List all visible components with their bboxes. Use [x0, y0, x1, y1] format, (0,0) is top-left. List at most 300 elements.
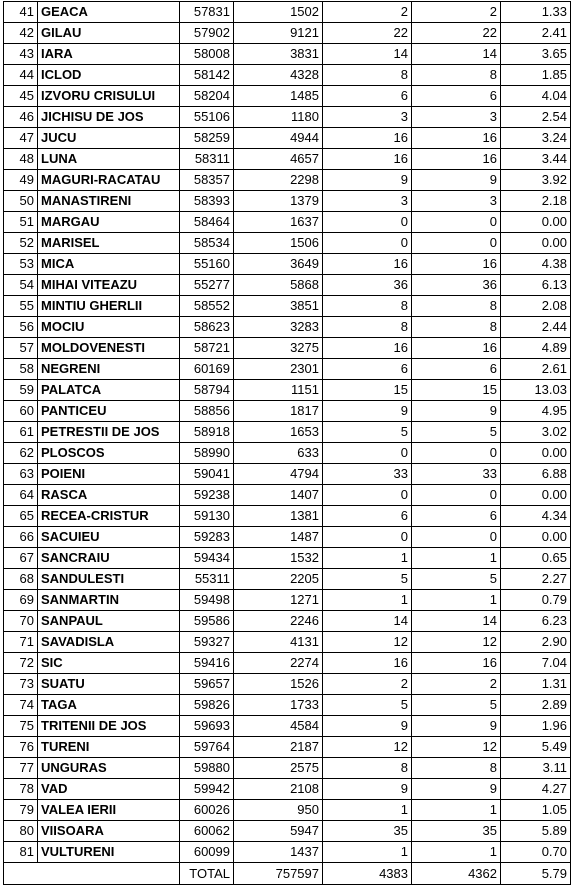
population: 1485	[234, 86, 323, 107]
row-number: 42	[4, 23, 38, 44]
percent: 5.49	[501, 737, 571, 758]
population: 2274	[234, 653, 323, 674]
row-number: 81	[4, 842, 38, 863]
row-number: 70	[4, 611, 38, 632]
count-b: 8	[412, 758, 501, 779]
row-number: 72	[4, 653, 38, 674]
count-b: 1	[412, 800, 501, 821]
locality-code: 59498	[180, 590, 234, 611]
locality-code: 58357	[180, 170, 234, 191]
locality-name: SUATU	[38, 674, 180, 695]
total-label: TOTAL	[180, 863, 234, 885]
count-b: 9	[412, 170, 501, 191]
locality-name: TRITENII DE JOS	[38, 716, 180, 737]
percent: 6.23	[501, 611, 571, 632]
table-row	[4, 800, 571, 821]
locality-name: MAGURI-RACATAU	[38, 170, 180, 191]
count-a: 33	[323, 464, 412, 485]
locality-name: IZVORU CRISULUI	[38, 86, 180, 107]
percent: 1.31	[501, 674, 571, 695]
count-b: 6	[412, 359, 501, 380]
count-a: 8	[323, 65, 412, 86]
percent: 4.95	[501, 401, 571, 422]
percent: 3.92	[501, 170, 571, 191]
row-number: 78	[4, 779, 38, 800]
count-a: 16	[323, 338, 412, 359]
table-row	[4, 422, 571, 443]
table-row	[4, 779, 571, 800]
count-b: 0	[412, 212, 501, 233]
count-a: 6	[323, 86, 412, 107]
count-b: 14	[412, 611, 501, 632]
count-a: 15	[323, 380, 412, 401]
table-row	[4, 758, 571, 779]
row-number: 44	[4, 65, 38, 86]
row-number: 56	[4, 317, 38, 338]
locality-name: PLOSCOS	[38, 443, 180, 464]
locality-name: SANMARTIN	[38, 590, 180, 611]
count-a: 9	[323, 170, 412, 191]
row-number: 79	[4, 800, 38, 821]
row-number: 49	[4, 170, 38, 191]
row-number: 80	[4, 821, 38, 842]
table-row	[4, 380, 571, 401]
count-a: 9	[323, 716, 412, 737]
population: 2187	[234, 737, 323, 758]
locality-name: GEACA	[38, 2, 180, 23]
locality-code: 59434	[180, 548, 234, 569]
population: 5947	[234, 821, 323, 842]
locality-code: 60026	[180, 800, 234, 821]
table-row	[4, 548, 571, 569]
table-row	[4, 107, 571, 128]
table-row	[4, 569, 571, 590]
row-number: 73	[4, 674, 38, 695]
locality-name: MIHAI VITEAZU	[38, 275, 180, 296]
table-row	[4, 590, 571, 611]
count-b: 2	[412, 2, 501, 23]
percent: 1.33	[501, 2, 571, 23]
count-b: 0	[412, 233, 501, 254]
count-b: 14	[412, 44, 501, 65]
locality-name: MARGAU	[38, 212, 180, 233]
locality-name: MANASTIRENI	[38, 191, 180, 212]
table-row	[4, 674, 571, 695]
percent: 3.24	[501, 128, 571, 149]
count-b: 16	[412, 653, 501, 674]
count-a: 8	[323, 758, 412, 779]
population: 1817	[234, 401, 323, 422]
locality-code: 59238	[180, 485, 234, 506]
locality-name: TAGA	[38, 695, 180, 716]
count-a: 6	[323, 506, 412, 527]
percent: 2.44	[501, 317, 571, 338]
locality-name: IARA	[38, 44, 180, 65]
count-b: 8	[412, 65, 501, 86]
count-a: 8	[323, 296, 412, 317]
locality-name: SANDULESTI	[38, 569, 180, 590]
table-row	[4, 212, 571, 233]
locality-name: JUCU	[38, 128, 180, 149]
count-b: 9	[412, 779, 501, 800]
locality-code: 59327	[180, 632, 234, 653]
row-number: 64	[4, 485, 38, 506]
population: 633	[234, 443, 323, 464]
percent: 4.34	[501, 506, 571, 527]
population: 1653	[234, 422, 323, 443]
population: 1407	[234, 485, 323, 506]
locality-name: VAD	[38, 779, 180, 800]
count-b: 0	[412, 485, 501, 506]
locality-name: MOLDOVENESTI	[38, 338, 180, 359]
row-number: 47	[4, 128, 38, 149]
total-col-b: 4362	[412, 863, 501, 885]
row-number: 76	[4, 737, 38, 758]
locality-code: 59586	[180, 611, 234, 632]
count-a: 3	[323, 107, 412, 128]
population: 1487	[234, 527, 323, 548]
count-b: 1	[412, 590, 501, 611]
table-row	[4, 506, 571, 527]
population: 1379	[234, 191, 323, 212]
percent: 2.18	[501, 191, 571, 212]
population: 1180	[234, 107, 323, 128]
table-row	[4, 485, 571, 506]
population: 2246	[234, 611, 323, 632]
percent: 4.27	[501, 779, 571, 800]
locality-name: SACUIEU	[38, 527, 180, 548]
row-number: 59	[4, 380, 38, 401]
population: 4794	[234, 464, 323, 485]
population: 1437	[234, 842, 323, 863]
locality-name: MOCIU	[38, 317, 180, 338]
population: 2205	[234, 569, 323, 590]
row-number: 75	[4, 716, 38, 737]
locality-name: PANTICEU	[38, 401, 180, 422]
total-population: 757597	[234, 863, 323, 885]
row-number: 58	[4, 359, 38, 380]
row-number: 41	[4, 2, 38, 23]
percent: 2.27	[501, 569, 571, 590]
count-b: 9	[412, 716, 501, 737]
percent: 0.00	[501, 485, 571, 506]
total-col-a: 4383	[323, 863, 412, 885]
count-a: 8	[323, 317, 412, 338]
population: 950	[234, 800, 323, 821]
locality-name: ICLOD	[38, 65, 180, 86]
locality-code: 55311	[180, 569, 234, 590]
locality-name: SANPAUL	[38, 611, 180, 632]
count-b: 5	[412, 695, 501, 716]
count-b: 3	[412, 191, 501, 212]
locality-name: MINTIU GHERLII	[38, 296, 180, 317]
table-row	[4, 254, 571, 275]
percent: 0.00	[501, 233, 571, 254]
percent: 2.41	[501, 23, 571, 44]
locality-code: 58393	[180, 191, 234, 212]
table-row	[4, 86, 571, 107]
table-row	[4, 653, 571, 674]
count-b: 0	[412, 443, 501, 464]
locality-name: UNGURAS	[38, 758, 180, 779]
table-row	[4, 233, 571, 254]
locality-name: RASCA	[38, 485, 180, 506]
count-a: 16	[323, 149, 412, 170]
count-b: 9	[412, 401, 501, 422]
count-b: 6	[412, 86, 501, 107]
table-row	[4, 401, 571, 422]
population: 3851	[234, 296, 323, 317]
row-number: 45	[4, 86, 38, 107]
locality-code: 57902	[180, 23, 234, 44]
population: 1526	[234, 674, 323, 695]
count-b: 8	[412, 317, 501, 338]
locality-code: 59880	[180, 758, 234, 779]
locality-code: 58794	[180, 380, 234, 401]
locality-name: POIENI	[38, 464, 180, 485]
locality-code: 59130	[180, 506, 234, 527]
table-row	[4, 359, 571, 380]
count-a: 5	[323, 569, 412, 590]
count-a: 6	[323, 359, 412, 380]
percent: 1.05	[501, 800, 571, 821]
percent: 4.04	[501, 86, 571, 107]
count-b: 22	[412, 23, 501, 44]
count-b: 12	[412, 632, 501, 653]
row-number: 68	[4, 569, 38, 590]
row-number: 74	[4, 695, 38, 716]
table-row	[4, 191, 571, 212]
data-table	[3, 1, 571, 885]
count-b: 3	[412, 107, 501, 128]
locality-code: 55277	[180, 275, 234, 296]
count-b: 1	[412, 842, 501, 863]
population: 3275	[234, 338, 323, 359]
count-b: 33	[412, 464, 501, 485]
count-b: 2	[412, 674, 501, 695]
percent: 6.88	[501, 464, 571, 485]
count-a: 9	[323, 401, 412, 422]
locality-name: PETRESTII DE JOS	[38, 422, 180, 443]
table-row	[4, 44, 571, 65]
population: 5868	[234, 275, 323, 296]
percent: 4.89	[501, 338, 571, 359]
population: 9121	[234, 23, 323, 44]
count-a: 12	[323, 632, 412, 653]
count-a: 16	[323, 254, 412, 275]
population: 4657	[234, 149, 323, 170]
percent: 5.89	[501, 821, 571, 842]
row-number: 69	[4, 590, 38, 611]
population: 2301	[234, 359, 323, 380]
population: 3831	[234, 44, 323, 65]
table-row	[4, 128, 571, 149]
count-b: 16	[412, 254, 501, 275]
count-b: 35	[412, 821, 501, 842]
count-a: 16	[323, 653, 412, 674]
locality-name: SIC	[38, 653, 180, 674]
row-number: 43	[4, 44, 38, 65]
locality-code: 59693	[180, 716, 234, 737]
table-row	[4, 464, 571, 485]
count-a: 35	[323, 821, 412, 842]
total-percent: 5.79	[501, 863, 571, 885]
count-b: 0	[412, 527, 501, 548]
table-row	[4, 737, 571, 758]
count-a: 2	[323, 674, 412, 695]
count-a: 3	[323, 191, 412, 212]
population: 4584	[234, 716, 323, 737]
percent: 0.00	[501, 212, 571, 233]
locality-code: 55106	[180, 107, 234, 128]
count-a: 14	[323, 44, 412, 65]
row-number: 60	[4, 401, 38, 422]
percent: 3.11	[501, 758, 571, 779]
percent: 0.65	[501, 548, 571, 569]
locality-code: 59764	[180, 737, 234, 758]
percent: 13.03	[501, 380, 571, 401]
table-row	[4, 296, 571, 317]
count-a: 36	[323, 275, 412, 296]
count-a: 1	[323, 842, 412, 863]
percent: 3.44	[501, 149, 571, 170]
table-row	[4, 65, 571, 86]
row-number: 71	[4, 632, 38, 653]
row-number: 50	[4, 191, 38, 212]
row-number: 77	[4, 758, 38, 779]
percent: 3.02	[501, 422, 571, 443]
locality-name: JICHISU DE JOS	[38, 107, 180, 128]
row-number: 57	[4, 338, 38, 359]
count-b: 16	[412, 128, 501, 149]
locality-name: VALEA IERII	[38, 800, 180, 821]
table-row	[4, 527, 571, 548]
percent: 2.08	[501, 296, 571, 317]
count-a: 22	[323, 23, 412, 44]
count-b: 5	[412, 569, 501, 590]
count-a: 9	[323, 779, 412, 800]
count-a: 12	[323, 737, 412, 758]
population: 4131	[234, 632, 323, 653]
row-number: 52	[4, 233, 38, 254]
count-a: 1	[323, 590, 412, 611]
locality-code: 59942	[180, 779, 234, 800]
locality-code: 58623	[180, 317, 234, 338]
population: 1733	[234, 695, 323, 716]
locality-code: 58856	[180, 401, 234, 422]
population: 1532	[234, 548, 323, 569]
table-row	[4, 632, 571, 653]
count-a: 2	[323, 2, 412, 23]
table-row	[4, 23, 571, 44]
count-a: 16	[323, 128, 412, 149]
count-a: 0	[323, 527, 412, 548]
percent: 0.79	[501, 590, 571, 611]
population: 4944	[234, 128, 323, 149]
locality-code: 58918	[180, 422, 234, 443]
locality-name: SANCRAIU	[38, 548, 180, 569]
percent: 1.85	[501, 65, 571, 86]
percent: 2.89	[501, 695, 571, 716]
count-b: 1	[412, 548, 501, 569]
percent: 2.54	[501, 107, 571, 128]
table-row	[4, 716, 571, 737]
count-b: 16	[412, 149, 501, 170]
table-row	[4, 821, 571, 842]
percent: 0.00	[501, 527, 571, 548]
locality-code: 58204	[180, 86, 234, 107]
locality-code: 59041	[180, 464, 234, 485]
table-row	[4, 275, 571, 296]
population: 1381	[234, 506, 323, 527]
locality-name: VIISOARA	[38, 821, 180, 842]
table-row	[4, 149, 571, 170]
percent: 1.96	[501, 716, 571, 737]
locality-code: 58142	[180, 65, 234, 86]
population: 2298	[234, 170, 323, 191]
population: 2575	[234, 758, 323, 779]
count-b: 36	[412, 275, 501, 296]
table-row	[4, 695, 571, 716]
population: 3649	[234, 254, 323, 275]
locality-name: RECEA-CRISTUR	[38, 506, 180, 527]
count-a: 0	[323, 443, 412, 464]
population: 1502	[234, 2, 323, 23]
population: 1151	[234, 380, 323, 401]
locality-code: 58311	[180, 149, 234, 170]
percent: 2.90	[501, 632, 571, 653]
locality-name: VULTURENI	[38, 842, 180, 863]
count-a: 0	[323, 212, 412, 233]
row-number: 53	[4, 254, 38, 275]
locality-code: 58259	[180, 128, 234, 149]
count-a: 5	[323, 695, 412, 716]
locality-code: 58534	[180, 233, 234, 254]
locality-name: MICA	[38, 254, 180, 275]
population: 1506	[234, 233, 323, 254]
population: 3283	[234, 317, 323, 338]
percent: 3.65	[501, 44, 571, 65]
percent: 0.00	[501, 443, 571, 464]
row-number: 61	[4, 422, 38, 443]
locality-code: 58552	[180, 296, 234, 317]
population: 1271	[234, 590, 323, 611]
locality-name: PALATCA	[38, 380, 180, 401]
locality-name: LUNA	[38, 149, 180, 170]
table-row	[4, 842, 571, 863]
count-b: 5	[412, 422, 501, 443]
total-blank-cell	[4, 863, 38, 885]
percent: 4.38	[501, 254, 571, 275]
count-b: 8	[412, 296, 501, 317]
locality-name: TURENI	[38, 737, 180, 758]
table-row	[4, 2, 571, 23]
table-row	[4, 317, 571, 338]
count-a: 1	[323, 548, 412, 569]
locality-code: 58008	[180, 44, 234, 65]
count-a: 0	[323, 485, 412, 506]
locality-code: 58464	[180, 212, 234, 233]
row-number: 65	[4, 506, 38, 527]
percent: 2.61	[501, 359, 571, 380]
locality-name: GILAU	[38, 23, 180, 44]
locality-code: 60169	[180, 359, 234, 380]
locality-code: 55160	[180, 254, 234, 275]
percent: 6.13	[501, 275, 571, 296]
count-a: 1	[323, 800, 412, 821]
count-b: 15	[412, 380, 501, 401]
percent: 0.70	[501, 842, 571, 863]
